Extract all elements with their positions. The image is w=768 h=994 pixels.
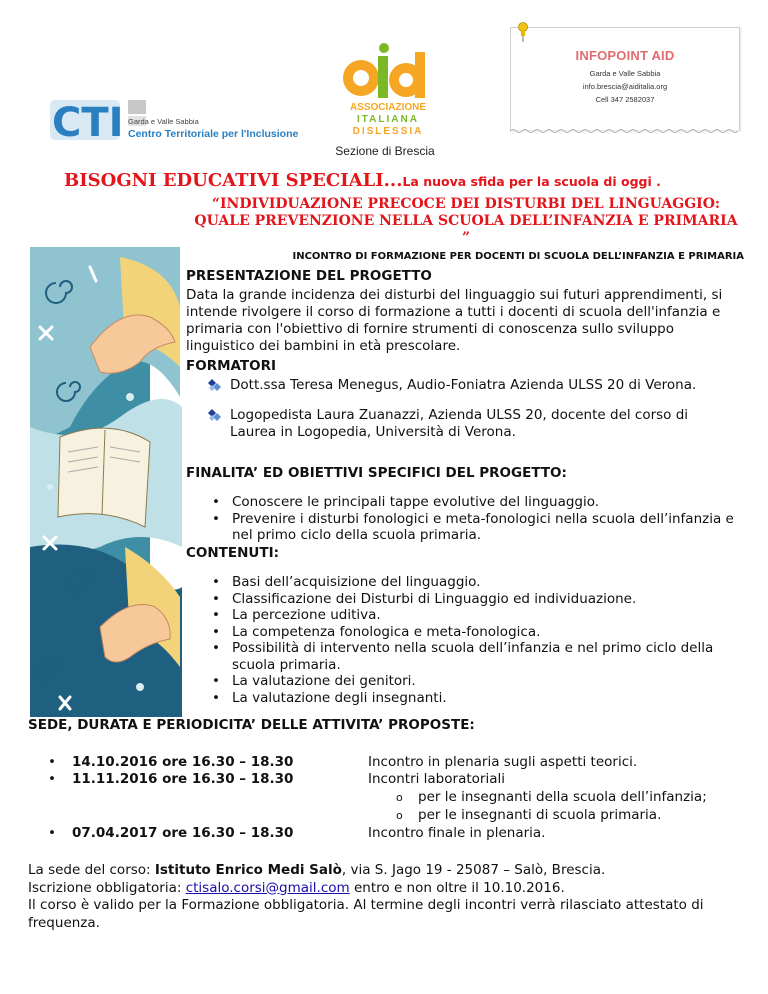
list-item: • La valutazione degli insegnanti. bbox=[208, 690, 738, 707]
aid-word2: ITALIANA bbox=[357, 114, 419, 125]
section-title-contenuti: CONTENUTI: bbox=[186, 545, 280, 561]
list-item: • Possibilità di intervento nella scuola dell’infanzia e nel primo ciclo della scuola primaria. bbox=[208, 640, 738, 673]
date-item: • 11.11.2016 ore 16.30 – 18.30 bbox=[48, 771, 293, 787]
aid-word3: DISLESSIA bbox=[352, 126, 424, 137]
list-item: • La competenza fonologica e meta-fonologica. bbox=[208, 624, 738, 641]
list-item: • Basi dell’acquisizione del linguaggio. bbox=[208, 574, 738, 591]
formatore-item bbox=[208, 407, 728, 441]
formatore-text: Dott.ssa Teresa Menegus, Audio-Foniatra Azienda ULSS 20 di Verona. bbox=[230, 377, 697, 393]
venue-address: , via S. Jago 19 - 25087 – Salò, Brescia. bbox=[341, 862, 606, 878]
infopoint-line1: Garda e Valle Sabbia bbox=[589, 69, 661, 78]
diamond-bullet-icon bbox=[208, 409, 222, 421]
section-title-finalita: FINALITA’ ED OBIETTIVI SPECIFICI DEL PROGETTO: bbox=[186, 465, 567, 481]
cti-line2: Centro Territoriale per l'Inclusione bbox=[128, 128, 298, 140]
sub-item-text: per le insegnanti della scuola dell’infanzia; bbox=[418, 789, 707, 805]
presentazione-text: Data la grande incidenza dei disturbi del linguaggio sui futuri apprendimenti, si intende rivolgere il corso di formazione a tutti i docenti di scuola dell'infanzia e primaria con l'obiettivo di fornire strumenti di conoscenza sullo sviluppo linguistico dei bambini in età prescolare. bbox=[186, 287, 723, 354]
activity-item: Incontri laboratoriali bbox=[368, 771, 505, 787]
infopoint-card bbox=[510, 27, 740, 130]
pushpin-icon bbox=[516, 22, 530, 42]
activity-item: Incontro finale in plenaria. bbox=[368, 825, 546, 841]
finalita-list bbox=[208, 494, 738, 544]
registration-email-link[interactable]: ctisalo.corsi@gmail.com bbox=[185, 879, 350, 896]
section-title-formatori: FORMATORI bbox=[186, 358, 277, 374]
cti-logo bbox=[48, 94, 298, 146]
list-item: • La valutazione dei genitori. bbox=[208, 673, 738, 690]
cti-letters: CTI bbox=[52, 100, 124, 146]
section-title-presentazione: PRESENTAZIONE DEL PROGETTO bbox=[186, 268, 432, 284]
decorative-illustration bbox=[30, 247, 182, 717]
meeting-description: INCONTRO DI FORMAZIONE PER DOCENTI DI SCUOLA DELL’INFANZIA E PRIMARIA bbox=[292, 251, 744, 262]
infopoint-phone: Cell 347 2582037 bbox=[595, 95, 655, 104]
activity-item: Incontro in plenaria sugli aspetti teorici. bbox=[368, 754, 638, 770]
list-item: • Conoscere le principali tappe evolutive del linguaggio. bbox=[208, 494, 738, 511]
footer-info bbox=[28, 862, 748, 932]
sub-marker: o bbox=[396, 809, 403, 822]
aid-logo bbox=[338, 42, 438, 142]
sub-marker: o bbox=[396, 791, 403, 804]
contenuti-list bbox=[208, 574, 738, 706]
registration-deadline: entro e non oltre il 10.10.2016. bbox=[349, 879, 565, 896]
formatore-item bbox=[208, 377, 754, 394]
footer-validity: Il corso è valido per la Formazione obbligatoria. Al termine degli incontri verrà rilasciato attestato di frequenza. bbox=[28, 897, 704, 931]
aid-section-label: Sezione di Brescia bbox=[335, 144, 435, 158]
formatore-text: Logopedista Laura Zuanazzi, Azienda ULSS 20, docente del corso di Laurea in Logopedia, Università di Verona. bbox=[230, 407, 689, 440]
course-subtitle: “INDIVIDUAZIONE PRECOCE DEI DISTURBI DEL LINGUAGGIO: QUALE PREVENZIONE NELLA SCUOLA DELL’INFANZIA E PRIMARIA ” bbox=[194, 196, 738, 246]
headline bbox=[64, 170, 661, 191]
footer-registration bbox=[28, 880, 748, 898]
date-item: • 14.10.2016 ore 16.30 – 18.30 bbox=[48, 754, 293, 770]
list-item: • Classificazione dei Disturbi di Linguaggio ed individuazione. bbox=[208, 591, 738, 608]
activity-sub-item bbox=[396, 789, 707, 805]
infopoint-title: INFOPOINT AID bbox=[575, 48, 675, 63]
list-item: • Prevenire i disturbi fonologici e meta-fonologici nella scuola dell’infanzia e nel primo ciclo della scuola primaria. bbox=[208, 511, 738, 544]
aid-word1: ASSOCIAZIONE bbox=[349, 102, 427, 113]
list-item: • La percezione uditiva. bbox=[208, 607, 738, 624]
sub-item-text: per le insegnanti di scuola primaria. bbox=[418, 807, 662, 823]
venue-name: Istituto Enrico Medi Salò bbox=[154, 862, 342, 878]
registration-label: Iscrizione obbligatoria: bbox=[28, 879, 186, 896]
headline-main: BISOGNI EDUCATIVI SPECIALI... bbox=[64, 170, 403, 191]
infopoint-torn-edge bbox=[510, 128, 740, 136]
activity-sub-item bbox=[396, 807, 661, 823]
infopoint-email: info.brescia@aiditalia.org bbox=[582, 82, 668, 91]
footer-venue bbox=[28, 862, 748, 880]
cti-line1: Garda e Valle Sabbia bbox=[128, 117, 199, 126]
headline-tagline: La nuova sfida per la scuola di oggi . bbox=[402, 174, 661, 189]
diamond-bullet-icon bbox=[208, 379, 222, 391]
section-title-sede: SEDE, DURATA E PERIODICITA’ DELLE ATTIVITA’ PROPOSTE: bbox=[28, 717, 475, 733]
venue-label: La sede del corso: bbox=[28, 862, 155, 878]
date-item: • 07.04.2017 ore 16.30 – 18.30 bbox=[48, 825, 293, 841]
